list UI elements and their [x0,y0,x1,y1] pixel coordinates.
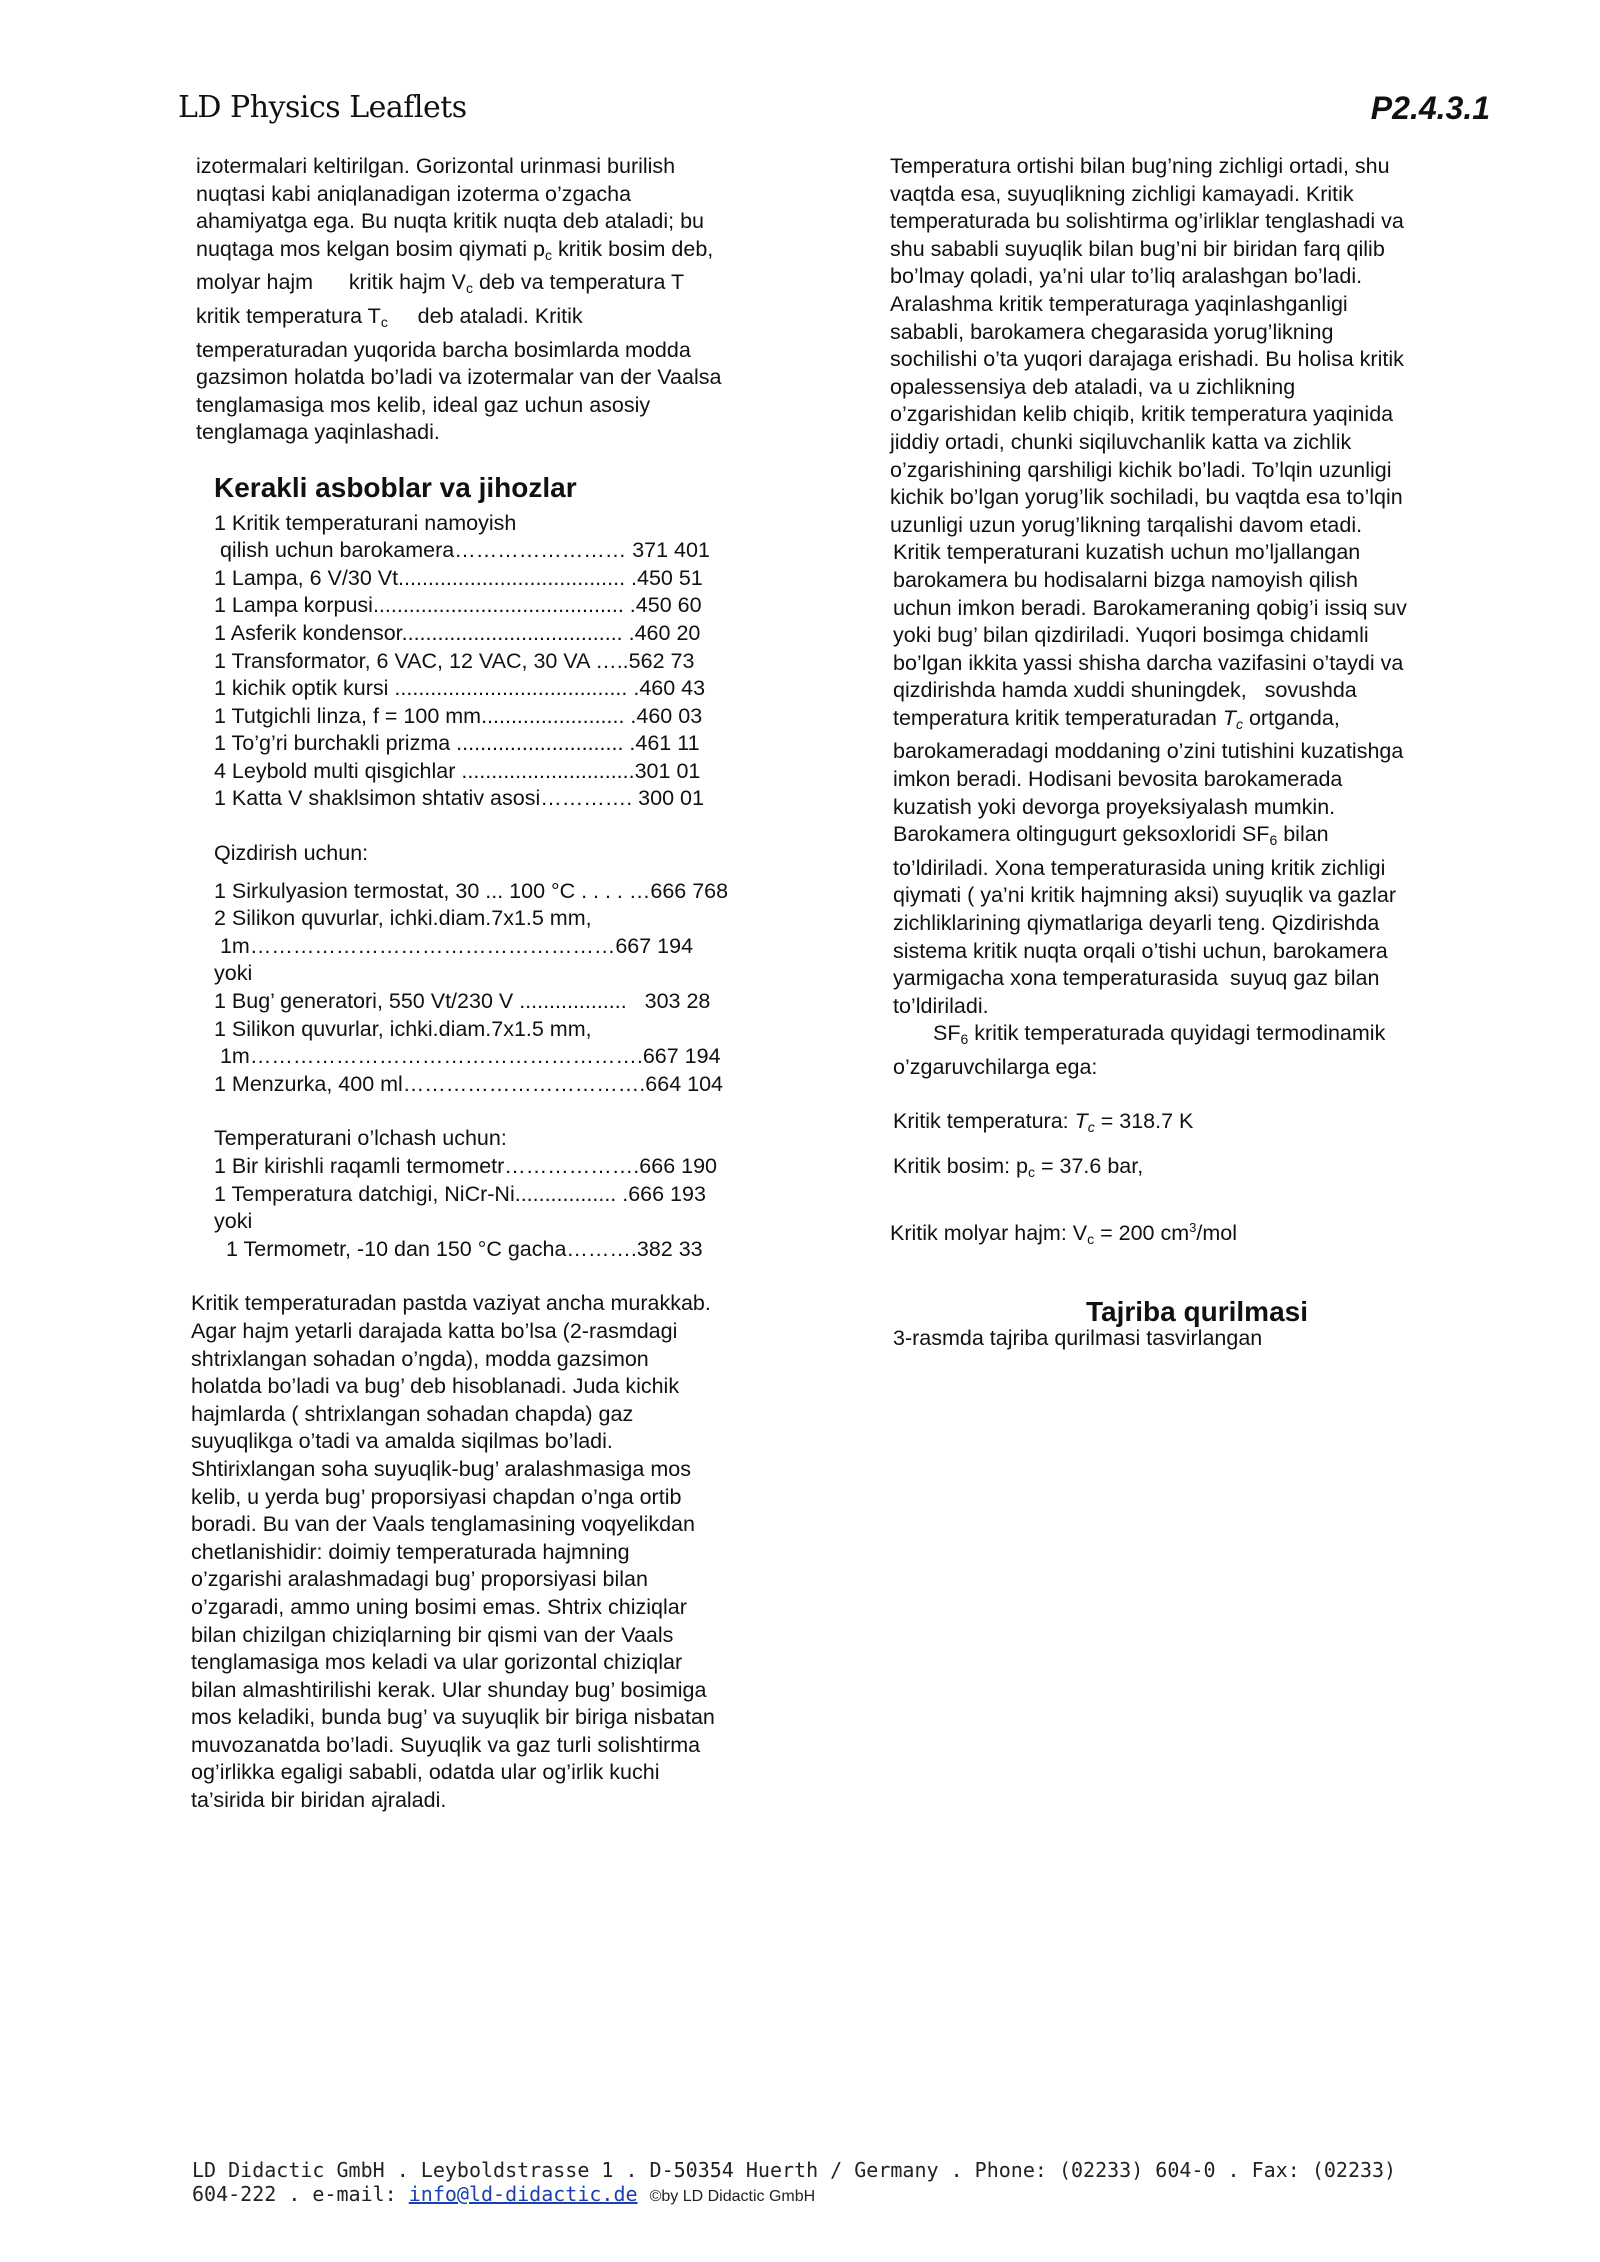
text-line: $SF_6$ kritik temperaturada quyidagi termodinamik [933,1021,1386,1048]
paragraph-variables [893,1020,1498,1081]
list-item: 1 Termometr, -10 dan 150 °C gacha……….382 33 [214,1236,703,1261]
left-column [191,153,794,1815]
text-line: to’ldiriladi. [893,993,989,1018]
list-item: yoki [214,1209,253,1234]
text-line: bilan almashtirilishi kerak. Ular shunday bug’ bosimiga [191,1677,707,1702]
paragraph-density [890,153,1498,291]
temperature-list [214,1153,794,1263]
text-line: holatda bo’ladi va bug’ deb hisoblanadi. Juda kichik [191,1374,680,1399]
text-line: bo’lmay qoladi, ya’ni ular to’liq aralashgan bo’ladi. [890,264,1363,289]
list-item: 1 Silikon quvurlar, ichki.diam.7x1.5 mm, [214,1016,592,1041]
text-line: Agar hajm yetarli darajada katta bo’lsa (2-rasmdagi [191,1318,678,1343]
list-item: 1 Katta V shaklsimon shtativ asosi…………. 300 01 [214,786,704,811]
list-item: 1 kichik optik kursi ....................................... .460 43 [214,676,706,701]
critical-molar-volume: Kritik molyar hajm: $V_c = 200$ $cm^3$/mol [890,1219,1237,1247]
text-line: sababli, barokamera chegarasida yorug’likning [890,319,1334,344]
temperature-label: Temperaturani o’lchash uchun: [214,1126,507,1151]
list-item: 1 Kritik temperaturani namoyish [214,510,517,535]
text-line: bilan chizilgan chiziqlarning bir qismi van der Vaals [191,1622,674,1647]
text-line: kuzatish yoki devorga proyeksiyalash mumkin. [893,794,1336,819]
text-line: muvozanatda bo’ladi. Suyuqlik va gaz turli solishtirma [191,1732,701,1757]
copyright: ©by LD Didactic GmbH [649,2188,816,2205]
right-column [890,153,1498,1353]
text-line: o’zgarishi aralashmadagi bug’ proporsiyasi bilan [191,1567,648,1592]
text-line: o’zgaradi, ammo uning bosimi emas. Shtrix chiziqlar [191,1594,687,1619]
list-item: 1 Bug’ generatori, 550 Vt/230 V .................. 303 28 [214,989,711,1014]
list-item: 1 Temperatura datchigi, NiCr-Ni................. .666 193 [214,1181,706,1206]
text-line: Barokamera oltingugurt geksoxloridi $SF_6$ bilan [893,822,1329,849]
text-line: vaqtda esa, suyuqlikning zichligi kamayadi. Kritik [890,181,1354,206]
list-item: 1 Bir kirishli raqamli termometr……………….666 190 [214,1154,717,1178]
text-line: nuqtasi kabi aniqlanadigan izoterma o’zgacha [196,181,632,206]
list-item: 1 Asferik kondensor..................................... .460 20 [214,620,701,645]
text-line: o’zgaruvchilarga ega: [893,1055,1098,1079]
paragraph-below-critical [191,1290,797,1814]
critical-temperature: Kritik temperatura: $T_c = 318.7$ K [893,1108,1194,1135]
text-line: izotermalari keltirilgan. Gorizontal urinmasi burilish [196,154,676,178]
text-line: imkon beradi. Hodisani bevosita barokamerada [893,767,1343,792]
text-line: Shtirixlangan soha suyuqlik-bug’ aralashmasiga mos [191,1456,691,1481]
list-item: 1m……………………………………………667 194 [214,933,694,958]
intro-paragraph [196,153,794,447]
text-line: Temperatura ortishi bilan bug’ning zichligi ortadi, shu [890,154,1390,178]
text-line: tenglamasiga mos keladi va ular gorizontal chiziqlar [191,1650,683,1675]
text-line: kelib, u yerda bug’ proporsiyasi chapdan o’nga ortib [191,1484,682,1509]
text-line: boradi. Bu van der Vaals tenglamasining voqyelikdan [191,1512,695,1537]
text-line: qizdirishda hamda xuddi shuningdek, sovushda [893,678,1357,703]
list-item: 1m……………………………………………….667 194 [214,1044,721,1069]
text-line: o’zgarishidan kelib chiqib, kritik temperatura yaqinida [890,402,1394,427]
list-item: 1 To’g’ri burchakli prizma ............................ .461 11 [214,731,700,756]
list-item: 1 Lampa korpusi.......................................... .450 60 [214,593,702,618]
footer [192,2158,1492,2209]
list-item: 1 Tutgichli linza, f = 100 mm........................ .460 03 [214,703,703,728]
text-line: zichliklarining qiymatlariga deyarli teng. Qizdirishda [893,911,1380,936]
text-line: sistema kritik nuqta orqali o’tishi uchun, barokamera [893,938,1388,963]
text-line: barokamera bu hodisalarni bizga namoyish qilish [893,567,1358,592]
text-line: molyar hajm kritik hajm $V_c$ deb va temperatura T [196,270,685,297]
footer-address: LD Didactic GmbH . Leyboldstrasse 1 . D-50354 Huerth / Germany . Phone: (02233) 604-0 . Fax: (02233) [192,2158,1397,2182]
text-line: uchun imkon beradi. Barokameraning qobig’i issiq suv [893,595,1407,620]
paragraph-opalescence [890,291,1498,539]
text-line: to’ldiriladi. Xona temperaturasida uning kritik zichligi [893,855,1386,880]
text-line: yarmigacha xona temperaturasida suyuq gaz bilan [893,966,1380,991]
text-line: qiymati ( ya’ni kritik hajmning aksi) suyuqlik va gazlar [893,883,1397,908]
text-line: Aralashma kritik temperaturaga yaqinlashganligi [890,291,1348,316]
text-line: ta’sirida bir biridan ajraladi. [191,1788,447,1813]
text-line: opalessensiya deb ataladi, va u zichlikning [890,374,1296,399]
text-line: o’zgarishining qarshiligi kichik bo’ladi. To’lqin uzunligi [890,457,1392,482]
text-line: hajmlarda ( shtrixlangan sohadan chapda) gaz [191,1401,634,1426]
text-line: gazsimon holatda bo’ladi va izotermalar van der Vaalsa [196,365,722,390]
list-item: 2 Silikon quvurlar, ichki.diam.7x1.5 mm, [214,906,592,931]
text-line: og’irlikka egaligi sababli, odatda ular og’irlik kuchi [191,1760,660,1785]
critical-pressure: Kritik bosim: $p_c = 37.6$ bar, [893,1154,1144,1181]
text-line: kritik temperatura $T_c$ deb ataladi. Kritik [196,303,583,330]
text-line: Kritik temperaturani kuzatish uchun mo’ljallangan [893,540,1361,565]
heating-label: Qizdirish uchun: [214,841,369,866]
list-item: 1 Sirkulyasion termostat, 30 ... 100 °C . . . . …666 768 [214,878,729,903]
text-line: shtrixlangan sohadan o’ngda), modda gazsimon [191,1346,649,1371]
text-line: sochilishi o’ta yuqori darajaga erishadi. Bu holisa kritik [890,347,1404,372]
text-line: kichik bo’lgan yorug’lik sochiladi, bu vaqtda esa to’lqin [890,485,1403,510]
footer-contact: 604-222 . e-mail: info@ld-didactic.de ©by LD Didactic GmbH [192,2182,816,2206]
list-item: qilish uchun barokamera…………………… 371 401 [214,538,710,563]
text-line: shu sababli suyuqlik bilan bug’ni bir biridan farq qilib [890,236,1385,261]
text-line: Kritik temperaturadan pastda vaziyat ancha murakkab. [191,1291,711,1316]
header-title: LD Physics Leaflets [178,90,467,125]
text-line: chetlanishidir: doimiy temperaturada hajmning [191,1539,630,1564]
text-line: suyuqlikga o’tadi va amalda siqilmas bo’ladi. [191,1429,613,1454]
list-item: 1 Menzurka, 400 ml…………………………….664 104 [214,1071,723,1096]
text-line: bo’lgan ikkita yassi shisha darcha vazifasini o’taydi va [893,650,1404,675]
text-line: temperaturada bu solishtirma og’irliklar tenglashadi va [890,209,1404,234]
leaflet-code: P2.4.3.1 [1370,90,1490,126]
text-line: jiddiy ortadi, chunki siqiluvchanlik katta va zichlik [890,429,1352,454]
text-line: uzunligi uzun yorug’likning tarqalishi davom etadi. [890,512,1363,537]
setup-heading: Tajriba qurilmasi [1086,1295,1308,1327]
paragraph-sf6 [893,821,1498,1020]
equipment-heading: Kerakli asboblar va jihozlar [214,471,577,503]
text-line: ahamiyatga ega. Bu nuqta kritik nuqta deb ataladi; bu [196,209,704,234]
text-line: temperaturadan yuqorida barcha bosimlarda modda [196,337,691,362]
list-item: 4 Leybold multi qisgichlar .............................301 01 [214,758,701,783]
text-line: nuqtaga mos kelgan bosim qiymati $p_c$ kritik bosim deb, [196,236,714,263]
paragraph-barocamera [893,539,1498,821]
text-line: barokameradagi moddaning o’zini tutishini kuzatishga [893,739,1404,764]
text-line: tenglamaga yaqinlashadi. [196,420,440,445]
setup-text: 3-rasmda tajriba qurilmasi tasvirlangan [893,1326,1263,1351]
email-link[interactable]: info@ld-didactic.de [408,2182,638,2206]
text-line: mos keladiki, bunda bug’ va suyuqlik bir biriga nisbatan [191,1705,715,1730]
list-item: 1 Lampa, 6 V/30 Vt...................................... .450 51 [214,565,703,590]
equipment-list [214,510,794,814]
text-line: temperatura kritik temperaturadan $T_c$ ortganda, [893,705,1340,732]
list-item: yoki [214,961,253,986]
list-item: 1 Transformator, 6 VAC, 12 VAC, 30 VA …..562 73 [214,648,695,673]
text-line: tenglamasiga mos kelib, ideal gaz uchun asosiy [196,392,651,417]
heating-list [214,878,794,1099]
text-line: yoki bug’ bilan qizdiriladi. Yuqori bosimga chidamli [893,623,1369,648]
